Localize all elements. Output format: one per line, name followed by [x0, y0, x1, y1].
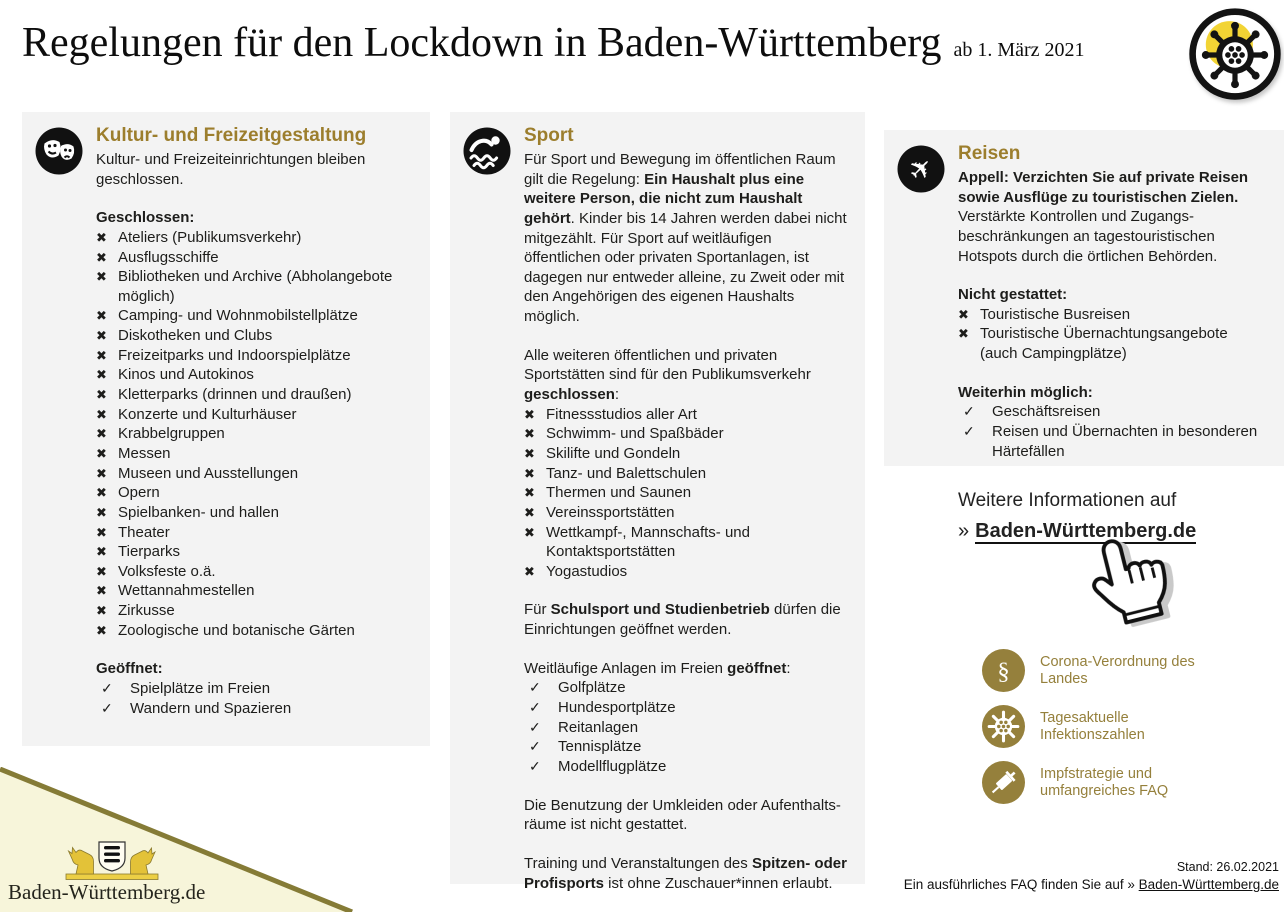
list-item	[958, 305, 1264, 325]
list-item-label: Wandern und Spazieren	[130, 699, 292, 717]
list-item	[96, 699, 416, 719]
list-item	[96, 542, 416, 562]
cross-icon: ✖	[96, 347, 107, 363]
list-item-label: Vereinssportstätten	[546, 503, 675, 521]
swimmer-icon	[463, 127, 511, 175]
link-label: Tagesaktuelle Infektionszahlen	[1040, 709, 1145, 743]
list-item	[96, 306, 416, 326]
virus-icon	[982, 705, 1025, 748]
subheading: Weiterhin möglich:	[958, 383, 1093, 401]
link-label: Corona-Verordnung des Landes	[1040, 653, 1195, 687]
list-item-label: Reisen und Übernachten in besonderen Härtefällen	[992, 423, 1258, 460]
paragraph: Die Benutzung der Umkleiden oder Aufenthaltsräume ist nicht gestattet.	[524, 796, 841, 834]
cross-icon: ✖	[96, 308, 107, 324]
list-item-label: Opern	[118, 484, 160, 502]
list-item-label: Kletterparks (drinnen und draußen)	[118, 386, 352, 404]
cross-icon: ✖	[96, 249, 107, 265]
list-item	[96, 464, 416, 484]
faq-text: Ein ausführliches FAQ finden Sie auf »	[903, 877, 1135, 892]
list-item-label: Ausflugsschiffe	[118, 248, 219, 266]
list-item-label: Theater	[118, 523, 170, 541]
list-item-label: Touristische Busreisen	[980, 305, 1131, 323]
list-item	[96, 444, 416, 464]
list-item	[96, 405, 416, 425]
cross-icon: ✖	[96, 485, 107, 501]
check-icon: ✓	[529, 757, 541, 774]
list-item	[96, 346, 416, 366]
footer	[904, 860, 1279, 892]
list-item-label: Skilifte und Gondeln	[546, 444, 681, 462]
subheading: Geschlossen:	[96, 209, 195, 227]
panel-reisen	[884, 130, 1284, 466]
more-info-text: Weitere Informationen auf	[958, 490, 1177, 511]
list-item-label: Reitanlagen	[558, 718, 639, 736]
list-item	[524, 405, 851, 425]
list-item	[524, 737, 851, 757]
check-icon: ✓	[529, 738, 541, 755]
list-item-label: Konzerte und Kulturhäuser	[118, 405, 297, 423]
cross-icon: ✖	[96, 544, 107, 560]
cross-icon: ✖	[96, 583, 107, 599]
list-item	[524, 424, 851, 444]
panel-title: Sport	[524, 125, 574, 146]
paragraph: Für Sport und Bewegung im öffentlichen Raum gilt die Regelung: Ein Haushalt plus eine weitere Person, die nicht zum Haushalt gehört. Kinder bis 14 Jahren werden dabei nicht mitgezählt. Für Sport auf weitläufigen öffentlichen oder privaten Sportanlagen, ist dagegen nur entweder alleine, zu Zweit oder mit den Angehörigen des eigenen Haushalts möglich.	[524, 151, 847, 326]
cross-icon: ✖	[524, 524, 535, 540]
list-item	[96, 601, 416, 621]
list-item	[96, 385, 416, 405]
list-item-label: Museen und Ausstellungen	[118, 464, 299, 482]
cross-icon: ✖	[96, 563, 107, 579]
list-item-label: Spielplätze im Freien	[130, 680, 271, 698]
cross-icon: ✖	[96, 406, 107, 422]
list-item	[524, 698, 851, 718]
cross-icon: ✖	[96, 367, 107, 383]
cross-icon: ✖	[96, 426, 107, 442]
link-infektionszahlen[interactable]	[982, 705, 1282, 748]
list-item-label: Tierparks	[118, 543, 180, 561]
allowed-list	[96, 679, 416, 718]
list-item	[524, 483, 851, 503]
stand-date: Stand: 26.02.2021	[1176, 860, 1279, 874]
list-item	[524, 503, 851, 523]
list-item-label: Krabbelgruppen	[118, 425, 225, 443]
list-item	[96, 424, 416, 444]
title-text: Regelungen für den Lockdown in Baden-Württemberg	[22, 20, 942, 66]
list-item-label: Ateliers (Publikumsverkehr)	[118, 228, 302, 246]
paragraph: Training und Veranstaltungen des Spitzen- oder Profisports ist ohne Zuschauer*innen erlaubt.	[524, 854, 847, 892]
list-item-label: Tennisplätze	[558, 738, 642, 756]
list-item	[524, 678, 851, 698]
baden-wuerttemberg-link[interactable]: Baden-Württemberg.de	[975, 520, 1197, 542]
list-item	[524, 523, 851, 562]
list-item-label: Schwimm- und Spaßbäder	[546, 425, 724, 443]
panel-title: Reisen	[958, 143, 1021, 164]
list-item-label: Modellflugplätze	[558, 757, 667, 775]
allowed-list	[958, 402, 1264, 461]
coat-of-arms-icon	[46, 836, 178, 884]
cross-icon: ✖	[524, 426, 535, 442]
cross-icon: ✖	[96, 465, 107, 481]
paragraph: Alle weiteren öffentlichen und privaten Sportstätten sind für den Publikumsverkehr geschlossen:	[524, 346, 811, 404]
list-item-label: Geschäftsreisen	[992, 403, 1101, 421]
panel-kultur-freizeit	[22, 112, 430, 746]
svg-text:✈: ✈	[901, 149, 941, 189]
cross-icon: ✖	[96, 524, 107, 540]
list-item-label: Yogastudios	[546, 562, 628, 580]
arrow-glyph: »	[958, 520, 970, 542]
list-item-label: Kinos und Autokinos	[118, 366, 254, 384]
faq-link[interactable]: Baden-Württemberg.de	[1138, 877, 1279, 892]
list-item-label: Wettkampf-, Mannschafts- und Kontaktsportstätten	[546, 523, 750, 561]
list-item-label: Hundesportplätze	[558, 699, 676, 717]
cross-icon: ✖	[958, 306, 969, 322]
list-item	[96, 228, 416, 248]
link-corona-verordnung[interactable]	[982, 649, 1282, 692]
list-item	[524, 444, 851, 464]
list-item	[524, 718, 851, 738]
list-item-label: Wettannahmestellen	[118, 582, 255, 600]
check-icon: ✓	[529, 718, 541, 735]
list-item	[524, 562, 851, 582]
subheading: Nicht gestattet:	[958, 286, 1068, 304]
list-item	[958, 324, 1264, 363]
allowed-list	[524, 678, 851, 776]
paragraph: Für Schulsport und Studienbetrieb dürfen die Einrichtungen geöffnet werden.	[524, 601, 841, 639]
list-item-label: Zoologische und botanische Gärten	[118, 621, 355, 639]
link-label: Impfstrategie und umfangreiches FAQ	[1040, 765, 1169, 799]
coronavirus-logo-icon	[1186, 6, 1284, 104]
list-item	[958, 402, 1264, 422]
list-item-label: Diskotheken und Clubs	[118, 327, 273, 345]
cross-icon: ✖	[96, 445, 107, 461]
check-icon: ✓	[101, 699, 113, 716]
list-item	[96, 562, 416, 582]
cross-icon: ✖	[96, 387, 107, 403]
cross-icon: ✖	[96, 328, 107, 344]
closed-list	[958, 305, 1264, 364]
cross-icon: ✖	[524, 563, 535, 579]
cross-icon: ✖	[524, 465, 535, 481]
list-item-label: Zirkusse	[118, 602, 175, 620]
related-links	[982, 649, 1282, 817]
syringe-icon	[982, 761, 1025, 804]
list-item	[96, 365, 416, 385]
cross-icon: ✖	[524, 445, 535, 461]
closed-list	[96, 228, 416, 640]
check-icon: ✓	[963, 403, 975, 420]
cross-icon: ✖	[96, 504, 107, 520]
list-item-label: Tanz- und Balettschulen	[546, 464, 707, 482]
cross-icon: ✖	[96, 622, 107, 638]
paragraph-icon	[982, 649, 1025, 692]
list-item	[96, 503, 416, 523]
list-item-label: Messen	[118, 444, 171, 462]
panel-body	[96, 150, 416, 718]
airplane-icon	[897, 145, 945, 193]
list-item-label: Golfplätze	[558, 679, 626, 697]
list-item	[524, 757, 851, 777]
paragraph: Appell: Verzichten Sie auf private Reisen sowie Ausflüge zu touristischen Zielen. Verstärkte Kontrollen und Zugangsbeschränkungen an tagestouristischen Hotspots durch die örtlichen Behörden.	[958, 169, 1249, 265]
list-item-label: Camping- und Wohnmobilstellplätze	[118, 307, 358, 325]
panel-body	[958, 168, 1264, 461]
list-item	[958, 422, 1264, 461]
paragraph: Weitläufige Anlagen im Freien geöffnet:	[524, 659, 791, 677]
list-item	[96, 523, 416, 543]
list-item	[96, 581, 416, 601]
list-item-label: Fitnessstudios aller Art	[546, 405, 697, 423]
list-item	[96, 679, 416, 699]
brand-site-label: Baden-Württemberg.de	[8, 880, 206, 904]
list-item	[524, 464, 851, 484]
list-item-label: Spielbanken- und hallen	[118, 503, 279, 521]
list-item	[96, 621, 416, 641]
panel-sport	[450, 112, 865, 892]
cross-icon: ✖	[524, 406, 535, 422]
cross-icon: ✖	[524, 485, 535, 501]
list-item	[96, 483, 416, 503]
list-item	[96, 326, 416, 346]
subheading: Geöffnet:	[96, 660, 163, 678]
check-icon: ✓	[101, 680, 113, 697]
panel-body	[524, 150, 851, 893]
svg-text:§: §	[997, 658, 1010, 686]
cross-icon: ✖	[96, 269, 107, 285]
faq-line	[904, 877, 1279, 892]
cross-icon: ✖	[96, 603, 107, 619]
closed-list	[524, 405, 851, 582]
cross-icon: ✖	[958, 326, 969, 342]
valid-from-date: ab 1. März 2021	[953, 39, 1085, 61]
cross-icon: ✖	[524, 504, 535, 520]
page-title	[22, 20, 1085, 66]
panel-title: Kultur- und Freizeitgestaltung	[96, 125, 367, 146]
link-impfstrategie[interactable]	[982, 761, 1282, 804]
list-item-label: Touristische Übernachtungsangebote (auch Campingplätze)	[980, 325, 1228, 363]
check-icon: ✓	[529, 699, 541, 716]
list-item-label: Thermen und Saunen	[546, 484, 692, 502]
paragraph: Kultur- und Freizeiteinrichtungen bleiben geschlossen.	[96, 151, 366, 188]
list-item	[96, 267, 416, 306]
list-item-label: Volksfeste o.ä.	[118, 562, 216, 580]
list-item-label: Freizeitparks und Indoorspielplätze	[118, 346, 351, 364]
theater-masks-icon	[35, 127, 83, 175]
check-icon: ✓	[963, 423, 975, 440]
list-item	[96, 248, 416, 268]
cross-icon: ✖	[96, 229, 107, 245]
check-icon: ✓	[529, 679, 541, 696]
list-item-label: Bibliotheken und Archive (Abholangebote möglich)	[118, 268, 393, 305]
